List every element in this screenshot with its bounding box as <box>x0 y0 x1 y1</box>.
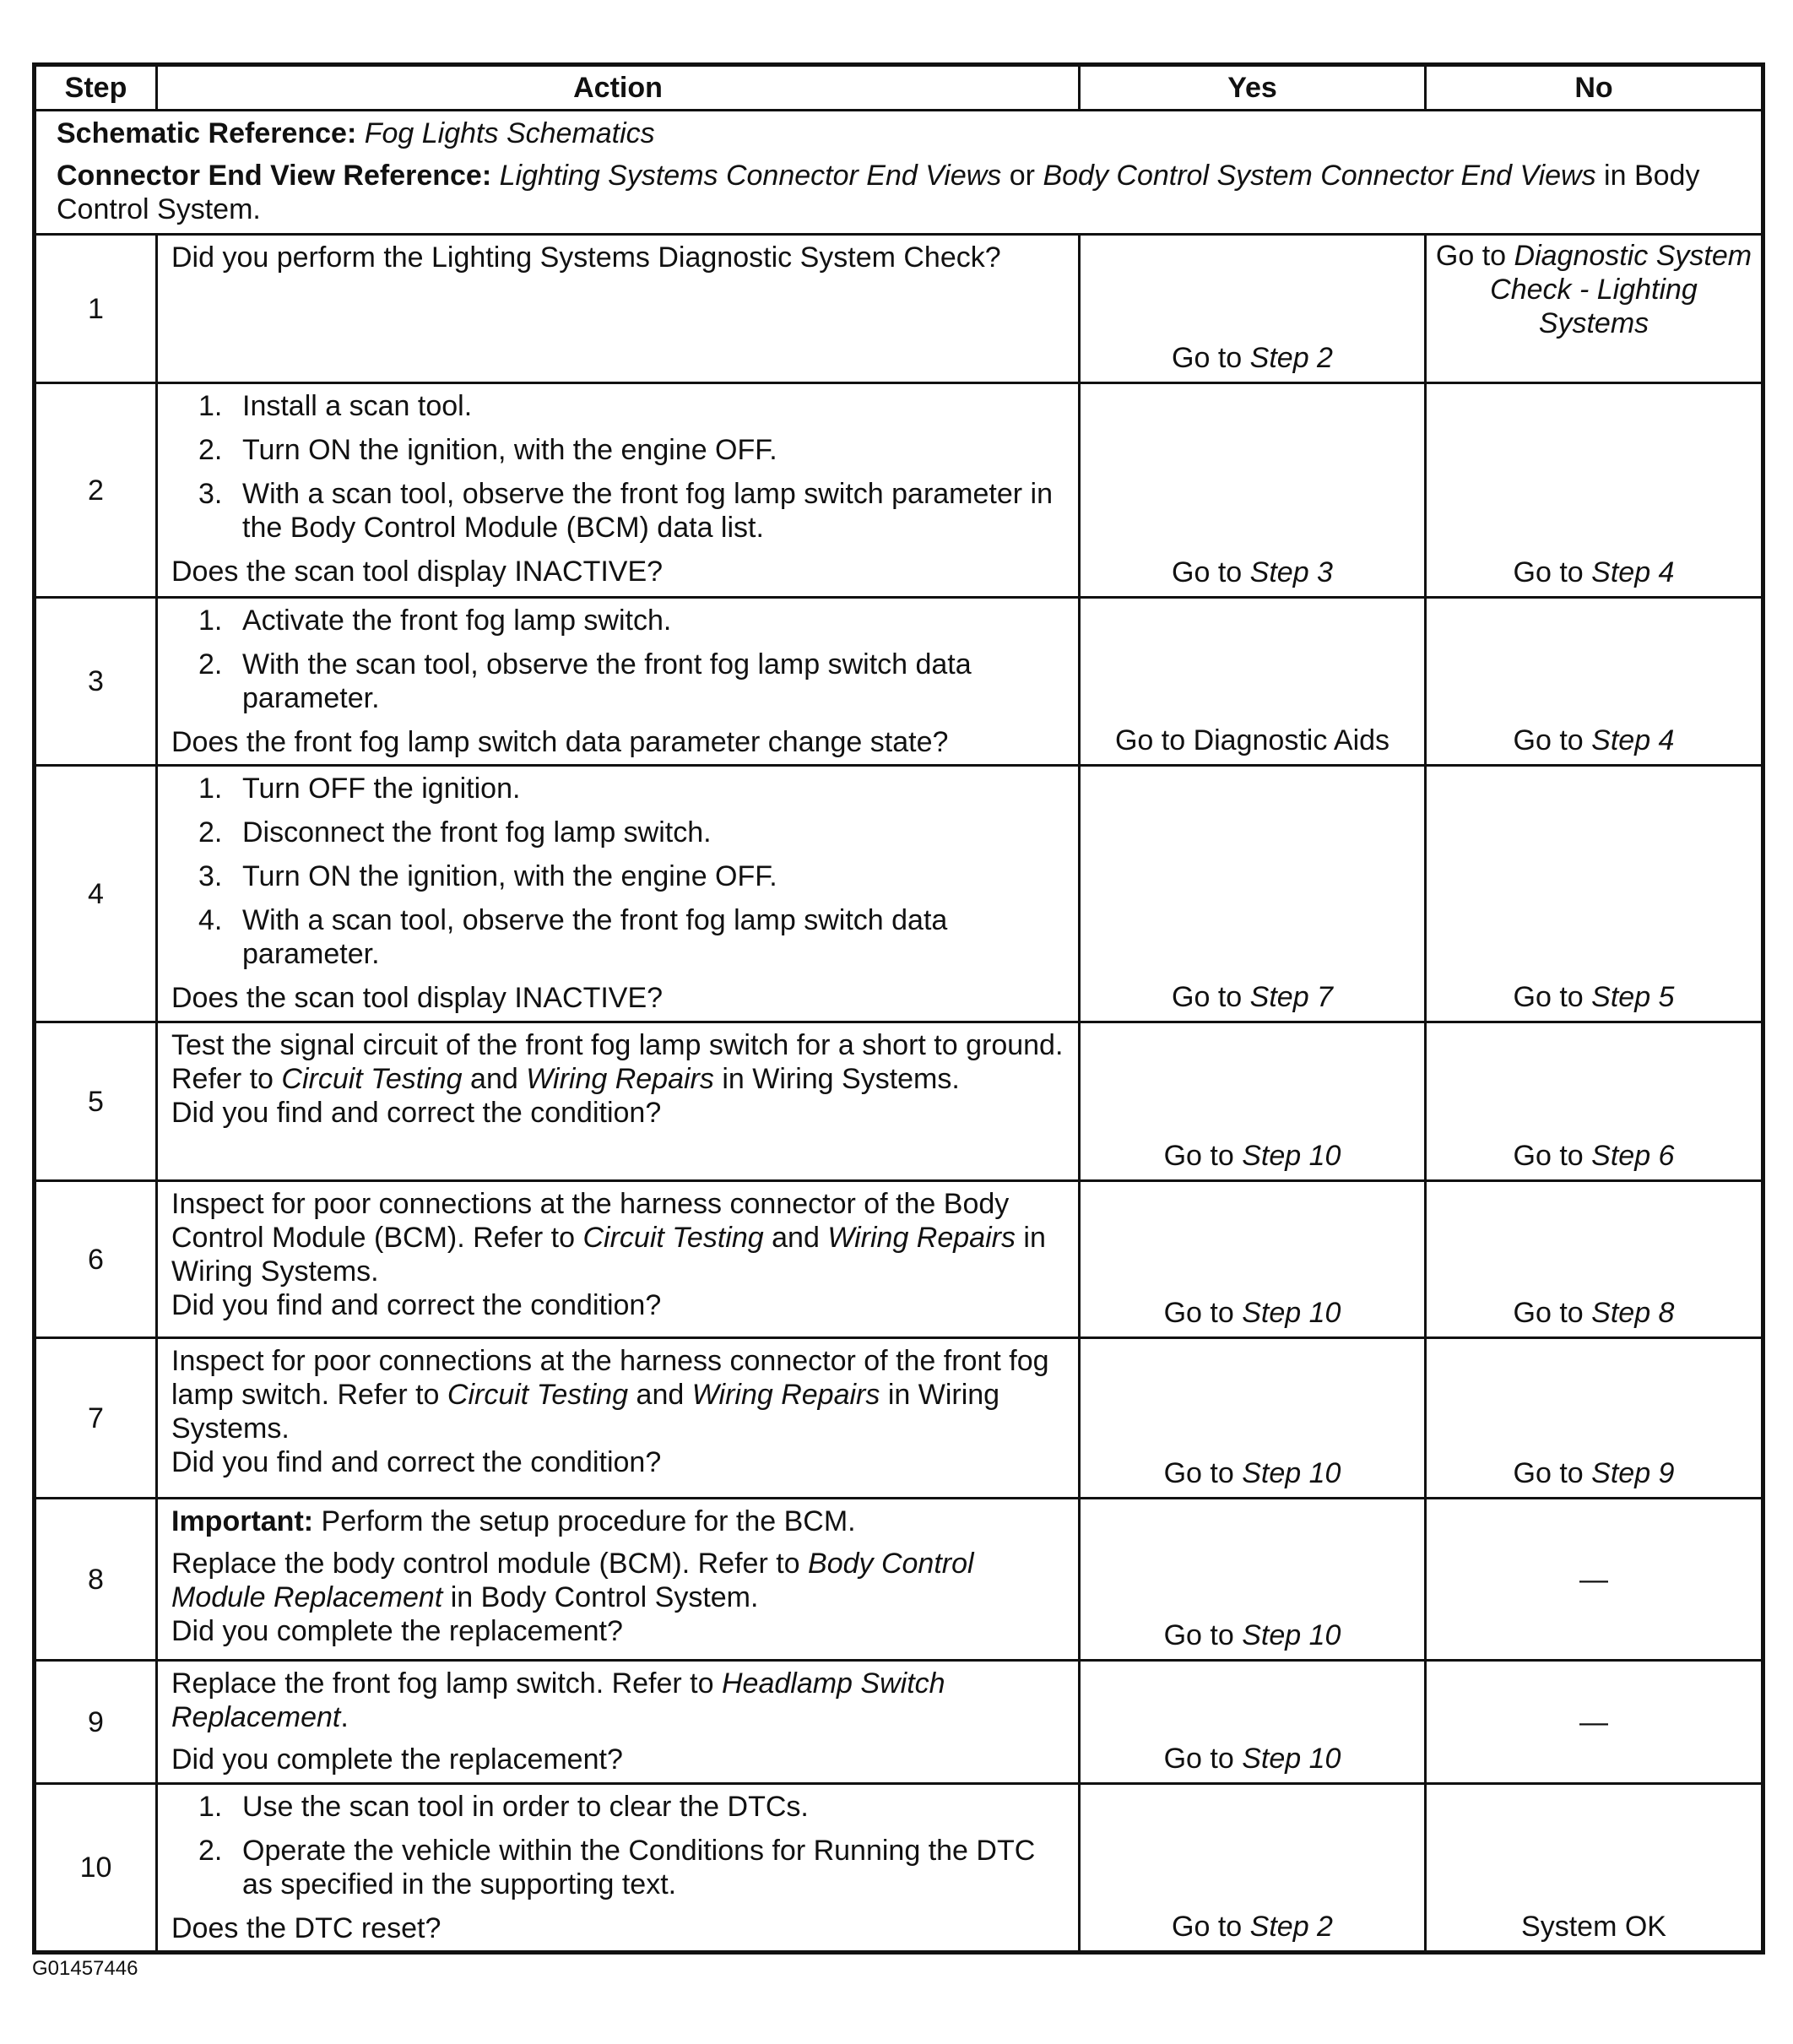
action-question: Did you complete the replacement? <box>171 1615 623 1647</box>
action-list-item: 1. Use the scan tool in order to clear the DTCs. <box>198 1791 809 1823</box>
yes-cell <box>1080 383 1426 598</box>
yes-cell <box>1080 1661 1426 1784</box>
important-text: Perform the setup procedure for the BCM. <box>321 1505 856 1537</box>
step-number: 8 <box>35 1499 157 1661</box>
action-cell <box>157 1181 1080 1338</box>
action-cell <box>157 598 1080 766</box>
no-prefix: Go to <box>1513 724 1584 756</box>
no-dash: — <box>1579 1705 1608 1738</box>
no-cell <box>1426 1181 1763 1338</box>
wiring-repairs-link[interactable]: Wiring Repairs <box>691 1379 880 1411</box>
yes-prefix: Go to <box>1163 1743 1234 1775</box>
headlamp-switch-replacement-link[interactable]: Headlamp Switch Replacement <box>171 1667 945 1733</box>
action-text: Replace the front fog lamp switch. Refer to Headlamp Switch Replacement. <box>171 1667 945 1733</box>
no-step-link[interactable]: Step 9 <box>1591 1457 1675 1489</box>
no-prefix: Go to <box>1513 1457 1584 1489</box>
no-prefix: Go to <box>1513 1297 1584 1329</box>
reference-cell <box>35 111 1763 235</box>
header-yes: Yes <box>1080 65 1426 111</box>
yes-diagnostic-aids-link[interactable]: Go to Diagnostic Aids <box>1114 724 1390 756</box>
yes-cell <box>1080 766 1426 1022</box>
yes-prefix: Go to <box>1172 556 1243 588</box>
step-number: 1 <box>35 235 157 383</box>
action-list-item: 1. Turn OFF the ignition. <box>198 773 521 805</box>
action-cell <box>157 1784 1080 1953</box>
yes-step-link[interactable]: Step 10 <box>1242 1457 1341 1489</box>
action-question: Did you perform the Lighting Systems Diagnostic System Check? <box>171 241 1001 274</box>
action-list <box>171 389 1064 545</box>
action-list-item: 2. With the scan tool, observe the front fog lamp switch data parameter. <box>198 648 972 714</box>
yes-step-link[interactable]: Step 10 <box>1242 1743 1341 1775</box>
action-list-item: 2. Disconnect the front fog lamp switch. <box>198 816 712 849</box>
connector-reference-value-2: Body Control System Connector End Views <box>1043 160 1596 192</box>
table-row <box>35 383 1763 598</box>
table-row <box>35 1784 1763 1953</box>
table-row <box>35 1499 1763 1661</box>
yes-prefix: Go to <box>1172 342 1243 374</box>
circuit-testing-link[interactable]: Circuit Testing <box>447 1379 629 1411</box>
table-row <box>35 598 1763 766</box>
no-cell <box>1426 1661 1763 1784</box>
action-cell <box>157 1661 1080 1784</box>
action-cell <box>157 1022 1080 1181</box>
yes-step-link[interactable]: Step 2 <box>1249 1911 1333 1943</box>
connector-reference-label: Connector End View Reference: <box>57 160 492 192</box>
action-question: Does the scan tool display INACTIVE? <box>171 982 664 1014</box>
no-cell <box>1426 1499 1763 1661</box>
step-number: 10 <box>35 1784 157 1953</box>
schematic-reference-value: Fog Lights Schematics <box>364 117 655 149</box>
table-row <box>35 766 1763 1022</box>
yes-step-link[interactable]: Step 10 <box>1242 1619 1341 1651</box>
action-list-item: 2. Operate the vehicle within the Conditions for Running the DTC as specified in the supporting text. <box>198 1835 1036 1900</box>
action-text: Inspect for poor connections at the harness connector of the front fog lamp switch. Refer to Circuit Testing and Wiring Repairs in Wiring Systems. <box>171 1345 1049 1445</box>
yes-prefix: Go to <box>1163 1297 1234 1329</box>
no-cell <box>1426 383 1763 598</box>
important-label: Important: <box>171 1505 314 1537</box>
step-number: 2 <box>35 383 157 598</box>
wiring-repairs-link[interactable]: Wiring Repairs <box>526 1063 714 1095</box>
header-no: No <box>1426 65 1763 111</box>
yes-cell <box>1080 1022 1426 1181</box>
action-list-item: 4. With a scan tool, observe the front fog lamp switch data parameter. <box>198 904 948 970</box>
yes-step-link[interactable]: Step 10 <box>1242 1297 1341 1329</box>
connector-reference <box>57 159 1741 226</box>
yes-step-link[interactable]: Step 2 <box>1249 342 1333 374</box>
action-list-item: 1. Activate the front fog lamp switch. <box>198 605 672 637</box>
action-list-item: 3. Turn ON the ignition, with the engine OFF. <box>198 860 777 892</box>
action-question: Did you complete the replacement? <box>171 1743 623 1776</box>
table-row <box>35 235 1763 383</box>
yes-cell <box>1080 235 1426 383</box>
no-cell <box>1426 1338 1763 1499</box>
bcm-replacement-link[interactable]: Body Control Module Replacement <box>171 1548 974 1613</box>
yes-step-link[interactable]: Step 3 <box>1249 556 1333 588</box>
step-number: 7 <box>35 1338 157 1499</box>
action-list-item: 1. Install a scan tool. <box>198 390 473 422</box>
action-text: Replace the body control module (BCM). Refer to Body Control Module Replacement in Body Control System. <box>171 1548 974 1613</box>
schematic-reference <box>57 117 1741 150</box>
action-cell <box>157 383 1080 598</box>
action-text: Test the signal circuit of the front fog lamp switch for a short to ground. Refer to Circuit Testing and Wiring Repairs in Wiring Systems. <box>171 1029 1064 1095</box>
action-list-item: 3. With a scan tool, observe the front fog lamp switch parameter in the Body Control Module (BCM) data list. <box>198 478 1054 544</box>
action-list <box>171 604 1064 715</box>
no-step-link[interactable]: Step 8 <box>1591 1297 1675 1329</box>
no-dash: — <box>1579 1563 1608 1596</box>
figure-id: G01457446 <box>32 1957 138 1980</box>
action-text: Inspect for poor connections at the harness connector of the Body Control Module (BCM). Refer to Circuit Testing and Wiring Repairs in Wiring Systems. <box>171 1188 1046 1288</box>
no-cell <box>1426 766 1763 1022</box>
step-number: 3 <box>35 598 157 766</box>
connector-reference-value-1: Lighting Systems Connector End Views <box>499 160 1002 192</box>
no-cell <box>1426 598 1763 766</box>
no-cell <box>1426 235 1763 383</box>
yes-cell <box>1080 1499 1426 1661</box>
no-cell <box>1426 1022 1763 1181</box>
header-step: Step <box>35 65 157 111</box>
no-system-ok: System OK <box>1521 1911 1666 1943</box>
action-cell <box>157 766 1080 1022</box>
yes-cell <box>1080 598 1426 766</box>
yes-prefix: Go to <box>1163 1619 1234 1651</box>
no-step-link[interactable]: Step 4 <box>1591 724 1675 756</box>
no-cell <box>1426 1784 1763 1953</box>
yes-cell <box>1080 1181 1426 1338</box>
important-note <box>171 1505 1064 1538</box>
connector-reference-or: or <box>1009 160 1035 192</box>
yes-prefix: Go to <box>1172 1911 1243 1943</box>
header-row <box>35 65 1763 111</box>
action-question: Does the front fog lamp switch data parameter change state? <box>171 726 949 758</box>
action-list-item: 2. Turn ON the ignition, with the engine OFF. <box>198 434 777 466</box>
circuit-testing-link[interactable]: Circuit Testing <box>582 1222 764 1254</box>
yes-prefix: Go to <box>1172 981 1243 1013</box>
circuit-testing-link[interactable]: Circuit Testing <box>281 1063 463 1095</box>
no-procedure-link[interactable]: Diagnostic System Check - Lighting Systems <box>1490 240 1752 339</box>
action-cell <box>157 1338 1080 1499</box>
yes-prefix: Go to <box>1163 1457 1234 1489</box>
header-action: Action <box>157 65 1080 111</box>
step-number: 6 <box>35 1181 157 1338</box>
action-cell <box>157 1499 1080 1661</box>
table-row <box>35 1338 1763 1499</box>
step-number: 5 <box>35 1022 157 1181</box>
no-step-link[interactable]: Step 6 <box>1591 1140 1675 1172</box>
yes-step-link[interactable]: Step 10 <box>1242 1140 1341 1172</box>
diagnostic-table-sheet <box>32 62 1761 1955</box>
reference-row <box>35 111 1763 235</box>
no-step-link[interactable]: Step 4 <box>1591 556 1675 588</box>
table-row <box>35 1661 1763 1784</box>
no-prefix: Go to <box>1435 240 1507 272</box>
action-question: Does the DTC reset? <box>171 1912 441 1944</box>
yes-step-link[interactable]: Step 7 <box>1249 981 1333 1013</box>
no-step-link[interactable]: Step 5 <box>1591 981 1675 1013</box>
action-question: Does the scan tool display INACTIVE? <box>171 556 664 588</box>
action-list <box>171 1790 1064 1901</box>
yes-prefix: Go to <box>1163 1140 1234 1172</box>
schematic-reference-label: Schematic Reference: <box>57 117 357 149</box>
connector-reference-suffix: in Body Control System. <box>57 160 1700 225</box>
action-question: Did you find and correct the condition? <box>171 1097 662 1129</box>
no-prefix: Go to <box>1513 556 1584 588</box>
action-question: Did you find and correct the condition? <box>171 1446 662 1478</box>
action-question: Did you find and correct the condition? <box>171 1289 662 1321</box>
diagnostic-table <box>32 62 1765 1955</box>
step-number: 4 <box>35 766 157 1022</box>
no-prefix: Go to <box>1513 1140 1584 1172</box>
wiring-repairs-link[interactable]: Wiring Repairs <box>827 1222 1016 1254</box>
yes-cell <box>1080 1338 1426 1499</box>
action-list <box>171 772 1064 971</box>
step-number: 9 <box>35 1661 157 1784</box>
no-prefix: Go to <box>1513 981 1584 1013</box>
action-cell <box>157 235 1080 383</box>
table-row <box>35 1022 1763 1181</box>
table-row <box>35 1181 1763 1338</box>
yes-cell <box>1080 1784 1426 1953</box>
